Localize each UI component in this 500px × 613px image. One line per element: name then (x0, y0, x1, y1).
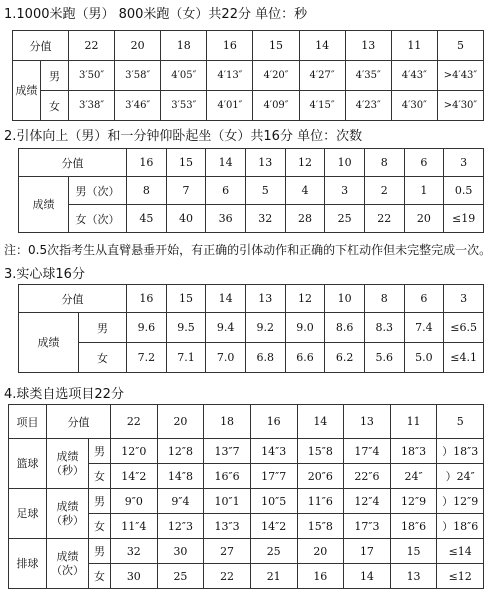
table-cell: 4′43″ (391, 61, 437, 91)
score-cell: 16 (207, 31, 253, 61)
score-cell: 14 (297, 405, 344, 439)
table-cell: 3′46″ (115, 91, 161, 121)
score-cell: 8 (364, 149, 404, 177)
row-label: 男 (41, 61, 69, 91)
score-cell: 3 (444, 285, 484, 313)
score-cell: 12 (285, 285, 325, 313)
section4-title: 4.球类自选项目22分 (4, 387, 124, 402)
score-label: 分值 (47, 405, 111, 439)
table-cell: 20″6 (297, 464, 344, 489)
table-cell: 4′20″ (253, 61, 299, 91)
table-cell: ）18″3 (437, 439, 484, 464)
score-cell: 10 (325, 149, 365, 177)
table-cell: 3 (325, 177, 365, 205)
table-cell: ）12″9 (437, 489, 484, 514)
table-cell: 24″ (390, 464, 437, 489)
score-cell: 6 (404, 149, 444, 177)
table-cell: ）24″ (437, 464, 484, 489)
table-cell: 32 (245, 205, 285, 233)
row-label: 男 (89, 539, 111, 564)
table-row (13, 61, 484, 91)
table-cell: 4′01″ (207, 91, 253, 121)
section2-note: 注：0.5次指考生从直臂悬垂开始，有正确的引体动作和正确的下杠动作但未完整完成一次。 (4, 243, 492, 257)
table-cell: 11″6 (297, 489, 344, 514)
table-cell: 7.4 (404, 313, 444, 343)
table-cell: 6.6 (285, 343, 325, 373)
table-cell: 3′50″ (69, 61, 115, 91)
score-cell: 22 (69, 31, 115, 61)
score-label: 分值 (13, 31, 69, 61)
table-cell: 14″8 (157, 464, 204, 489)
score-cell: 11 (390, 405, 437, 439)
group-label: 成绩 (19, 313, 79, 373)
table-cell: 7.1 (166, 343, 206, 373)
score-cell: 16 (127, 149, 167, 177)
table-cell: 10″5 (250, 489, 297, 514)
table-cell: 25 (325, 205, 365, 233)
table-row (19, 343, 484, 373)
table-cell: 8 (127, 177, 167, 205)
table-cell: 12″9 (390, 489, 437, 514)
score-label: 分值 (19, 285, 127, 313)
table-cell: 9.6 (127, 313, 167, 343)
table-cell: 22 (364, 205, 404, 233)
table-cell: 13 (390, 564, 437, 589)
table-cell: 45 (127, 205, 167, 233)
table-cell: 32 (111, 539, 158, 564)
table-cell: 12″3 (157, 514, 204, 539)
table-cell: 5.6 (364, 343, 404, 373)
row-label: 女 (89, 514, 111, 539)
table-cell: 22″6 (344, 464, 391, 489)
table-cell: 9.0 (285, 313, 325, 343)
table-cell: 21 (250, 564, 297, 589)
table-cell: 4′05″ (161, 61, 207, 91)
table-cell: 9″0 (111, 489, 158, 514)
table-cell: 7.2 (127, 343, 167, 373)
score-cell: 5 (437, 31, 483, 61)
score-cell: 13 (344, 405, 391, 439)
table-cell: 13″3 (204, 514, 251, 539)
table-cell: 15″8 (297, 439, 344, 464)
table-cell: 11″4 (111, 514, 158, 539)
table-cell: 4′13″ (207, 61, 253, 91)
metric-label: 成绩（秒） (47, 489, 89, 539)
table-cell: 6 (206, 177, 246, 205)
table-cell: 15 (390, 539, 437, 564)
table-cell: 17″4 (344, 439, 391, 464)
table-cell: 12″0 (111, 439, 158, 464)
score-cell: 10 (325, 285, 365, 313)
table-cell: 0.5 (444, 177, 484, 205)
table-cell: 1 (404, 177, 444, 205)
table-cell: ≤14 (437, 539, 484, 564)
table-cell: 14″2 (250, 514, 297, 539)
score-cell: 20 (157, 405, 204, 439)
score-cell: 15 (166, 285, 206, 313)
table-cell: ≤4.1 (444, 343, 484, 373)
score-cell: 5 (437, 405, 484, 439)
table-cell: 7 (166, 177, 206, 205)
score-cell: 15 (166, 149, 206, 177)
table-cell: 14″3 (250, 439, 297, 464)
score-header-row (19, 285, 484, 313)
score-cell: 14 (299, 31, 345, 61)
score-cell: 14 (206, 285, 246, 313)
row-label: 男 (89, 489, 111, 514)
row-label: 男 (89, 439, 111, 464)
table-cell: 17″3 (344, 514, 391, 539)
metric-label: 成绩（次） (47, 539, 89, 589)
score-cell: 13 (345, 31, 391, 61)
table-cell: 20 (297, 539, 344, 564)
row-label: 女 (79, 343, 127, 373)
table-cell: 5 (245, 177, 285, 205)
row-label: 男 (79, 313, 127, 343)
score-cell: 16 (250, 405, 297, 439)
row-label: 女 (89, 564, 111, 589)
table-cell: 15″8 (297, 514, 344, 539)
score-cell: 8 (364, 285, 404, 313)
table-cell: 16″6 (204, 464, 251, 489)
table-cell: 4′23″ (345, 91, 391, 121)
score-cell: 22 (111, 405, 158, 439)
table-cell: 4′35″ (345, 61, 391, 91)
table-cell: 8.3 (364, 313, 404, 343)
table-cell: 40 (166, 205, 206, 233)
score-cell: 13 (245, 149, 285, 177)
table-cell: >4′30″ (437, 91, 483, 121)
group-label: 成绩 (19, 177, 69, 233)
table-cell: 30 (157, 539, 204, 564)
table-cell: 18″6 (390, 514, 437, 539)
table-cell: 10″1 (204, 489, 251, 514)
score-label: 分值 (19, 149, 127, 177)
table-cell: 4′30″ (391, 91, 437, 121)
row-label: 女 (41, 91, 69, 121)
table-cell: 4′09″ (253, 91, 299, 121)
table-cell: ≤19 (444, 205, 484, 233)
score-header-row (19, 149, 484, 177)
row-label: 女（次） (69, 205, 127, 233)
table-cell: 6.8 (245, 343, 285, 373)
table-cell: 36 (206, 205, 246, 233)
table-cell: 2 (364, 177, 404, 205)
score-cell: 18 (204, 405, 251, 439)
table-cell: >4′43″ (437, 61, 483, 91)
table-cell: 4′15″ (299, 91, 345, 121)
score-cell: 14 (206, 149, 246, 177)
table-row (9, 439, 484, 464)
table-cell: 9″4 (157, 489, 204, 514)
table-cell: 17 (344, 539, 391, 564)
score-header-row (13, 31, 484, 61)
table-cell: 12″4 (344, 489, 391, 514)
score-header-row (9, 405, 484, 439)
metric-label: 成绩（秒） (47, 439, 89, 489)
row-label: 男（次） (69, 177, 127, 205)
table-cell: 3′38″ (69, 91, 115, 121)
table-cell: 25 (250, 539, 297, 564)
table-cell: 4 (285, 177, 325, 205)
table-cell: 12″8 (157, 439, 204, 464)
table-cell: 3′53″ (161, 91, 207, 121)
table-cell: 22 (204, 564, 251, 589)
table-cell: 3′58″ (115, 61, 161, 91)
sport-name-basketball: 篮球 (9, 439, 47, 489)
table-cell: 18″3 (390, 439, 437, 464)
sport-name-football: 足球 (9, 489, 47, 539)
table-cell: 16 (297, 564, 344, 589)
section1-title: 1.1000米跑（男） 800米跑（女）共22分 单位：秒 (4, 7, 308, 22)
sport-name-volleyball: 排球 (9, 539, 47, 589)
pullup-situp-table (18, 148, 484, 233)
table-cell: 17″7 (250, 464, 297, 489)
table-cell: 20 (404, 205, 444, 233)
score-cell: 20 (115, 31, 161, 61)
table-row (9, 489, 484, 514)
table-cell: 25 (157, 564, 204, 589)
table-cell: 9.4 (206, 313, 246, 343)
score-cell: 16 (127, 285, 167, 313)
table-cell: 28 (285, 205, 325, 233)
score-cell: 6 (404, 285, 444, 313)
row-label: 女 (89, 464, 111, 489)
item-label: 项目 (9, 405, 47, 439)
shotput-table (18, 284, 484, 373)
table-cell: ≤6.5 (444, 313, 484, 343)
table-cell: 8.6 (325, 313, 365, 343)
table-row (13, 91, 484, 121)
table-cell: ）18″6 (437, 514, 484, 539)
section2-title: 2.引体向上（男）和一分钟仰卧起坐（女）共16分 单位：次数 (4, 129, 363, 144)
table-row (19, 313, 484, 343)
score-cell: 3 (444, 149, 484, 177)
table-cell: 6.2 (325, 343, 365, 373)
table-cell: 14 (344, 564, 391, 589)
score-cell: 18 (161, 31, 207, 61)
table-cell: 5.0 (404, 343, 444, 373)
table-cell: 7.0 (206, 343, 246, 373)
table-cell: 30 (111, 564, 158, 589)
table-cell: 9.2 (245, 313, 285, 343)
ball-sports-table (8, 404, 484, 589)
group-label: 成绩 (13, 61, 41, 121)
table-cell: ≤12 (437, 564, 484, 589)
table-row (9, 539, 484, 564)
section3-title: 3.实心球16分 (4, 267, 85, 282)
table-row (19, 205, 484, 233)
table-cell: 13″7 (204, 439, 251, 464)
table-row (19, 177, 484, 205)
score-cell: 15 (253, 31, 299, 61)
table-cell: 9.5 (166, 313, 206, 343)
score-cell: 11 (391, 31, 437, 61)
table-cell: 27 (204, 539, 251, 564)
table-cell: 14″2 (111, 464, 158, 489)
score-cell: 13 (245, 285, 285, 313)
table-cell: 4′27″ (299, 61, 345, 91)
score-cell: 12 (285, 149, 325, 177)
running-score-table (12, 30, 484, 121)
